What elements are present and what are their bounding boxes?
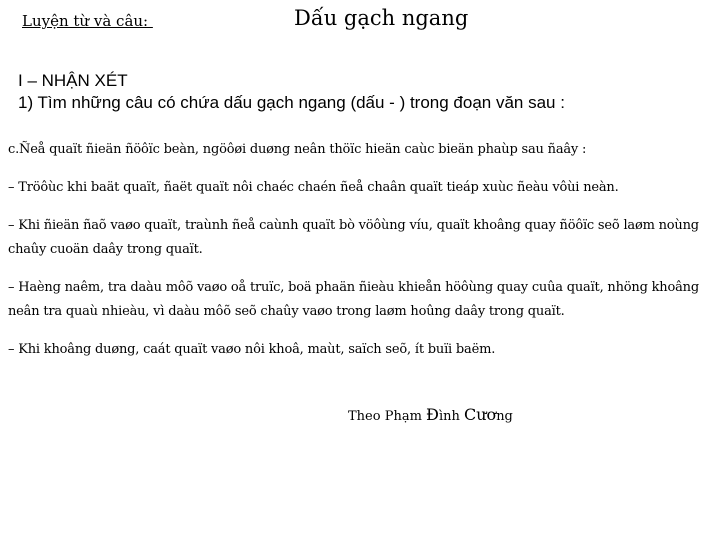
passage-item: – Khi ñieän ñaõ vaøo quaït, traùnh ñeå caùnh quaït bò vöôùng víu, quaït khoâng quay ñöôïc seõ laøm noùng chaûy cuoän daây trong quaït. xyxy=(8,218,699,257)
reading-passage xyxy=(8,138,714,376)
lesson-label: Luyện từ và câu: xyxy=(22,12,153,30)
section-heading-block xyxy=(18,70,708,114)
passage-intro: c.Ñeå quaït ñieän ñöôïc beàn, ngöôøi duøng neân thöïc hieän caùc bieän phaùp sau ñaây : xyxy=(8,142,587,157)
page-title: Dấu gạch ngang xyxy=(294,6,469,30)
passage-item: – Tröôùc khi baät quaït, ñaët quaït nôi chaéc chaén ñeå chaân quaït tieáp xuùc ñeàu vôùi neàn. xyxy=(8,180,619,195)
passage-item: – Haèng naêm, tra daàu môõ vaøo oå truïc, boä phaän ñieàu khieån höôùng quay cuûa quaït, nhöng khoâng neân tra quaù nhieàu, vì daàu môõ seõ chaûy vaøo trong laøm hoûng daây trong quaït. xyxy=(8,280,699,319)
attribution-prefix: Theo Phạm xyxy=(348,409,427,424)
exercise-question: 1) Tìm những câu có chứa dấu gạch ngang (dấu - ) trong đoạn văn sau : xyxy=(18,93,565,112)
attribution-name-part: Đ xyxy=(426,405,439,424)
attribution-name-part: ng xyxy=(496,409,513,424)
section-heading: I – NHẬN XÉT xyxy=(18,71,128,90)
source-attribution xyxy=(348,405,513,424)
attribution-name-part: Cươ xyxy=(464,405,497,424)
passage-item: – Khi khoâng duøng, caát quaït vaøo nôi khoâ, maùt, saïch seõ, ít buïi baëm. xyxy=(8,342,496,357)
attribution-name-part: ình xyxy=(438,409,464,424)
